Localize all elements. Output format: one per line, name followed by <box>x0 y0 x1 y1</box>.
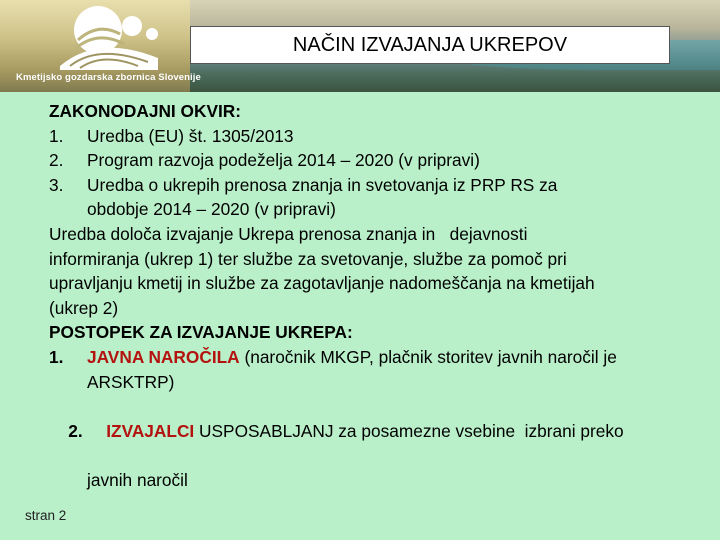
page-title: NAČIN IZVAJANJA UKREPOV <box>190 26 670 64</box>
list-text: Uredba (EU) št. 1305/2013 <box>87 125 294 146</box>
list-text-continuation: ARSKTRP) <box>87 371 175 392</box>
list-item <box>49 394 719 468</box>
list-number: 2. <box>49 150 64 171</box>
section-heading: ZAKONODAJNI OKVIR: <box>49 101 242 121</box>
list-text: USPOSABLJANJ za posamezne vsebine izbrani preko <box>194 420 624 441</box>
list-item <box>49 124 719 149</box>
highlight-text: JAVNA NAROČILA <box>87 346 240 367</box>
list-text-continuation: javnih naročil <box>87 469 188 490</box>
paragraph-line: Uredba določa izvajanje Ukrepa prenosa znanja in dejavnosti <box>49 223 528 244</box>
list-number: 2. <box>68 420 83 441</box>
slide-content <box>49 99 719 493</box>
list-text: Program razvoja podeželja 2014 – 2020 (v pripravi) <box>87 150 480 171</box>
list-number: 3. <box>49 174 64 195</box>
paragraph-line: upravljanju kmetij in službe za zagotavljanje nadomeščanja na kmetijah <box>49 273 595 294</box>
section-heading: POSTOPEK ZA IZVAJANJE UKREPA: <box>49 322 353 343</box>
list-item <box>49 173 719 198</box>
list-text-continuation: obdobje 2014 – 2020 (v pripravi) <box>87 199 336 220</box>
kgzs-logo-icon <box>58 4 168 70</box>
list-number: 1. <box>49 125 64 146</box>
page-number: stran 2 <box>25 508 67 523</box>
list-text: Uredba o ukrepih prenosa znanja in svetovanja iz PRP RS za <box>87 174 558 195</box>
paragraph-line: (ukrep 2) <box>49 297 119 318</box>
paragraph-line: informiranja (ukrep 1) ter službe za svetovanje, službe za pomoč pri <box>49 248 567 269</box>
list-item <box>49 345 719 370</box>
list-number: 1. <box>49 346 64 367</box>
highlight-text: IZVAJALCI <box>106 420 195 441</box>
logo-text: Kmetijsko gozdarska zbornica Slovenije <box>16 72 201 83</box>
header-banner <box>0 0 720 92</box>
list-text: (naročnik MKGP, plačnik storitev javnih naročil je <box>239 346 617 367</box>
list-item <box>49 148 719 173</box>
